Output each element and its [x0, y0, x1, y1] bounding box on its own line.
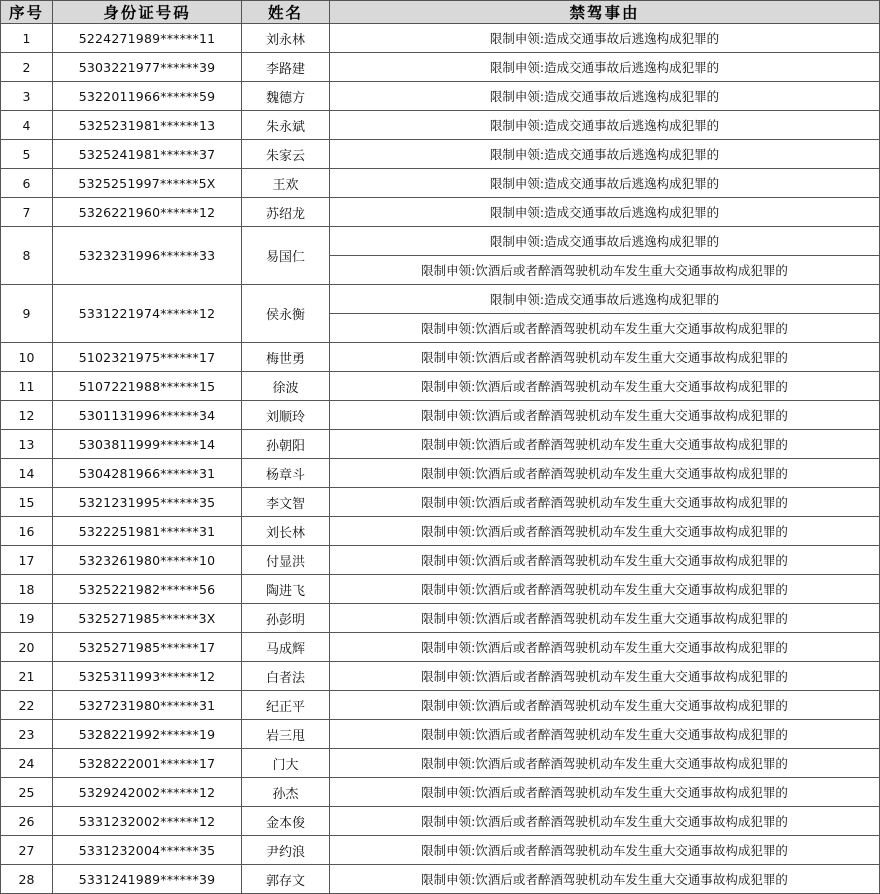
- table-row: [1, 662, 880, 691]
- reason-cell: 限制申领:饮酒后或者醉酒驾驶机动车发生重大交通事故构成犯罪的: [330, 372, 880, 401]
- reason-cell: 限制申领:饮酒后或者醉酒驾驶机动车发生重大交通事故构成犯罪的: [330, 575, 880, 604]
- table-row: [1, 488, 880, 517]
- seq-cell: 17: [1, 546, 53, 575]
- id-number-cell: 5325271985******3X: [53, 604, 242, 633]
- reason-cell: 限制申领:饮酒后或者醉酒驾驶机动车发生重大交通事故构成犯罪的: [330, 633, 880, 662]
- table-row: [1, 720, 880, 749]
- reason-cell: 限制申领:饮酒后或者醉酒驾驶机动车发生重大交通事故构成犯罪的: [330, 691, 880, 720]
- reason-cell: 限制申领:饮酒后或者醉酒驾驶机动车发生重大交通事故构成犯罪的: [330, 401, 880, 430]
- table-row: [1, 82, 880, 111]
- id-number-cell: 5102321975******17: [53, 343, 242, 372]
- name-cell: 朱永斌: [242, 111, 330, 140]
- seq-cell: 16: [1, 517, 53, 546]
- reason-cell: 限制申领:造成交通事故后逃逸构成犯罪的: [330, 227, 880, 256]
- seq-cell: 8: [1, 227, 53, 285]
- seq-cell: 7: [1, 198, 53, 227]
- id-number-cell: 5325221982******56: [53, 575, 242, 604]
- table-row: [1, 807, 880, 836]
- seq-cell: 1: [1, 24, 53, 53]
- table-row: [1, 53, 880, 82]
- seq-cell: 22: [1, 691, 53, 720]
- id-number-cell: 5325251997******5X: [53, 169, 242, 198]
- seq-cell: 28: [1, 865, 53, 894]
- header-id-number: 身份证号码: [53, 1, 242, 24]
- name-cell: 李路建: [242, 53, 330, 82]
- reason-cell: 限制申领:饮酒后或者醉酒驾驶机动车发生重大交通事故构成犯罪的: [330, 546, 880, 575]
- reason-cell: 限制申领:饮酒后或者醉酒驾驶机动车发生重大交通事故构成犯罪的: [330, 778, 880, 807]
- id-number-cell: 5328221992******19: [53, 720, 242, 749]
- seq-cell: 20: [1, 633, 53, 662]
- reason-cell: 限制申领:饮酒后或者醉酒驾驶机动车发生重大交通事故构成犯罪的: [330, 517, 880, 546]
- table-row: [1, 430, 880, 459]
- name-cell: 王欢: [242, 169, 330, 198]
- name-cell: 魏德方: [242, 82, 330, 111]
- seq-cell: 25: [1, 778, 53, 807]
- reason-cell: 限制申领:饮酒后或者醉酒驾驶机动车发生重大交通事故构成犯罪的: [330, 836, 880, 865]
- reason-cell: 限制申领:饮酒后或者醉酒驾驶机动车发生重大交通事故构成犯罪的: [330, 488, 880, 517]
- name-cell: 马成辉: [242, 633, 330, 662]
- id-number-cell: 5325231981******13: [53, 111, 242, 140]
- reason-cell: 限制申领:造成交通事故后逃逸构成犯罪的: [330, 169, 880, 198]
- table-row: [1, 140, 880, 169]
- reason-cell: 限制申领:饮酒后或者醉酒驾驶机动车发生重大交通事故构成犯罪的: [330, 807, 880, 836]
- id-number-cell: 5107221988******15: [53, 372, 242, 401]
- reason-cell: 限制申领:造成交通事故后逃逸构成犯罪的: [330, 53, 880, 82]
- reason-cell: 限制申领:饮酒后或者醉酒驾驶机动车发生重大交通事故构成犯罪的: [330, 604, 880, 633]
- name-cell: 郭存文: [242, 865, 330, 894]
- reason-cell: 限制申领:造成交通事故后逃逸构成犯罪的: [330, 111, 880, 140]
- name-cell: 徐波: [242, 372, 330, 401]
- name-cell: 孙杰: [242, 778, 330, 807]
- header-name: 姓名: [242, 1, 330, 24]
- table-row: [1, 778, 880, 807]
- header-reason: 禁驾事由: [330, 1, 880, 24]
- table-row: [1, 691, 880, 720]
- seq-cell: 2: [1, 53, 53, 82]
- seq-cell: 26: [1, 807, 53, 836]
- reason-cell: 限制申领:饮酒后或者醉酒驾驶机动车发生重大交通事故构成犯罪的: [330, 720, 880, 749]
- table-row: [1, 227, 880, 256]
- seq-cell: 3: [1, 82, 53, 111]
- name-cell: 梅世勇: [242, 343, 330, 372]
- id-number-cell: 5303221977******39: [53, 53, 242, 82]
- table-row: [1, 24, 880, 53]
- reason-cell: 限制申领:饮酒后或者醉酒驾驶机动车发生重大交通事故构成犯罪的: [330, 314, 880, 343]
- id-number-cell: 5325271985******17: [53, 633, 242, 662]
- seq-cell: 19: [1, 604, 53, 633]
- seq-cell: 12: [1, 401, 53, 430]
- reason-cell: 限制申领:造成交通事故后逃逸构成犯罪的: [330, 285, 880, 314]
- table-body: [1, 24, 880, 894]
- table-row: [1, 343, 880, 372]
- name-cell: 刘顺玲: [242, 401, 330, 430]
- table-row: [1, 401, 880, 430]
- header-seq: 序号: [1, 1, 53, 24]
- table-row: [1, 633, 880, 662]
- name-cell: 付显洪: [242, 546, 330, 575]
- table-row: [1, 604, 880, 633]
- id-number-cell: 5323231996******33: [53, 227, 242, 285]
- name-cell: 白者法: [242, 662, 330, 691]
- seq-cell: 15: [1, 488, 53, 517]
- seq-cell: 24: [1, 749, 53, 778]
- id-number-cell: 5326221960******12: [53, 198, 242, 227]
- reason-cell: 限制申领:饮酒后或者醉酒驾驶机动车发生重大交通事故构成犯罪的: [330, 662, 880, 691]
- table-row: [1, 749, 880, 778]
- table-row: [1, 836, 880, 865]
- reason-cell: 限制申领:造成交通事故后逃逸构成犯罪的: [330, 140, 880, 169]
- table-row: [1, 459, 880, 488]
- reason-cell: 限制申领:饮酒后或者醉酒驾驶机动车发生重大交通事故构成犯罪的: [330, 865, 880, 894]
- table-row: [1, 169, 880, 198]
- name-cell: 金本俊: [242, 807, 330, 836]
- id-number-cell: 5329242002******12: [53, 778, 242, 807]
- id-number-cell: 5321231995******35: [53, 488, 242, 517]
- id-number-cell: 5301131996******34: [53, 401, 242, 430]
- name-cell: 刘永林: [242, 24, 330, 53]
- table-row: [1, 575, 880, 604]
- reason-cell: 限制申领:饮酒后或者醉酒驾驶机动车发生重大交通事故构成犯罪的: [330, 256, 880, 285]
- name-cell: 李文智: [242, 488, 330, 517]
- id-number-cell: 5325241981******37: [53, 140, 242, 169]
- table-row: [1, 111, 880, 140]
- table-row: [1, 285, 880, 314]
- name-cell: 孙朝阳: [242, 430, 330, 459]
- seq-cell: 10: [1, 343, 53, 372]
- id-number-cell: 5331232004******35: [53, 836, 242, 865]
- table-row: [1, 517, 880, 546]
- reason-cell: 限制申领:饮酒后或者醉酒驾驶机动车发生重大交通事故构成犯罪的: [330, 430, 880, 459]
- id-number-cell: 5331221974******12: [53, 285, 242, 343]
- id-number-cell: 5327231980******31: [53, 691, 242, 720]
- id-number-cell: 5325311993******12: [53, 662, 242, 691]
- name-cell: 侯永衡: [242, 285, 330, 343]
- id-number-cell: 5323261980******10: [53, 546, 242, 575]
- reason-cell: 限制申领:造成交通事故后逃逸构成犯罪的: [330, 198, 880, 227]
- id-number-cell: 5328222001******17: [53, 749, 242, 778]
- seq-cell: 6: [1, 169, 53, 198]
- name-cell: 朱家云: [242, 140, 330, 169]
- name-cell: 陶进飞: [242, 575, 330, 604]
- reason-cell: 限制申领:造成交通事故后逃逸构成犯罪的: [330, 82, 880, 111]
- name-cell: 尹约浪: [242, 836, 330, 865]
- table-row: [1, 865, 880, 894]
- reason-cell: 限制申领:饮酒后或者醉酒驾驶机动车发生重大交通事故构成犯罪的: [330, 459, 880, 488]
- table-row: [1, 372, 880, 401]
- name-cell: 门大: [242, 749, 330, 778]
- name-cell: 刘长林: [242, 517, 330, 546]
- table-header: [1, 1, 880, 24]
- id-number-cell: 5224271989******11: [53, 24, 242, 53]
- seq-cell: 14: [1, 459, 53, 488]
- name-cell: 孙彭明: [242, 604, 330, 633]
- id-number-cell: 5304281966******31: [53, 459, 242, 488]
- reason-cell: 限制申领:饮酒后或者醉酒驾驶机动车发生重大交通事故构成犯罪的: [330, 749, 880, 778]
- table-row: [1, 546, 880, 575]
- name-cell: 苏绍龙: [242, 198, 330, 227]
- reason-cell: 限制申领:饮酒后或者醉酒驾驶机动车发生重大交通事故构成犯罪的: [330, 343, 880, 372]
- seq-cell: 13: [1, 430, 53, 459]
- seq-cell: 21: [1, 662, 53, 691]
- header-row: [1, 1, 880, 24]
- seq-cell: 18: [1, 575, 53, 604]
- seq-cell: 27: [1, 836, 53, 865]
- id-number-cell: 5331232002******12: [53, 807, 242, 836]
- id-number-cell: 5331241989******39: [53, 865, 242, 894]
- seq-cell: 23: [1, 720, 53, 749]
- id-number-cell: 5322251981******31: [53, 517, 242, 546]
- seq-cell: 4: [1, 111, 53, 140]
- seq-cell: 9: [1, 285, 53, 343]
- id-number-cell: 5322011966******59: [53, 82, 242, 111]
- seq-cell: 11: [1, 372, 53, 401]
- id-number-cell: 5303811999******14: [53, 430, 242, 459]
- seq-cell: 5: [1, 140, 53, 169]
- name-cell: 岩三甩: [242, 720, 330, 749]
- name-cell: 纪正平: [242, 691, 330, 720]
- reason-cell: 限制申领:造成交通事故后逃逸构成犯罪的: [330, 24, 880, 53]
- name-cell: 杨章斗: [242, 459, 330, 488]
- table-row: [1, 198, 880, 227]
- name-cell: 易国仁: [242, 227, 330, 285]
